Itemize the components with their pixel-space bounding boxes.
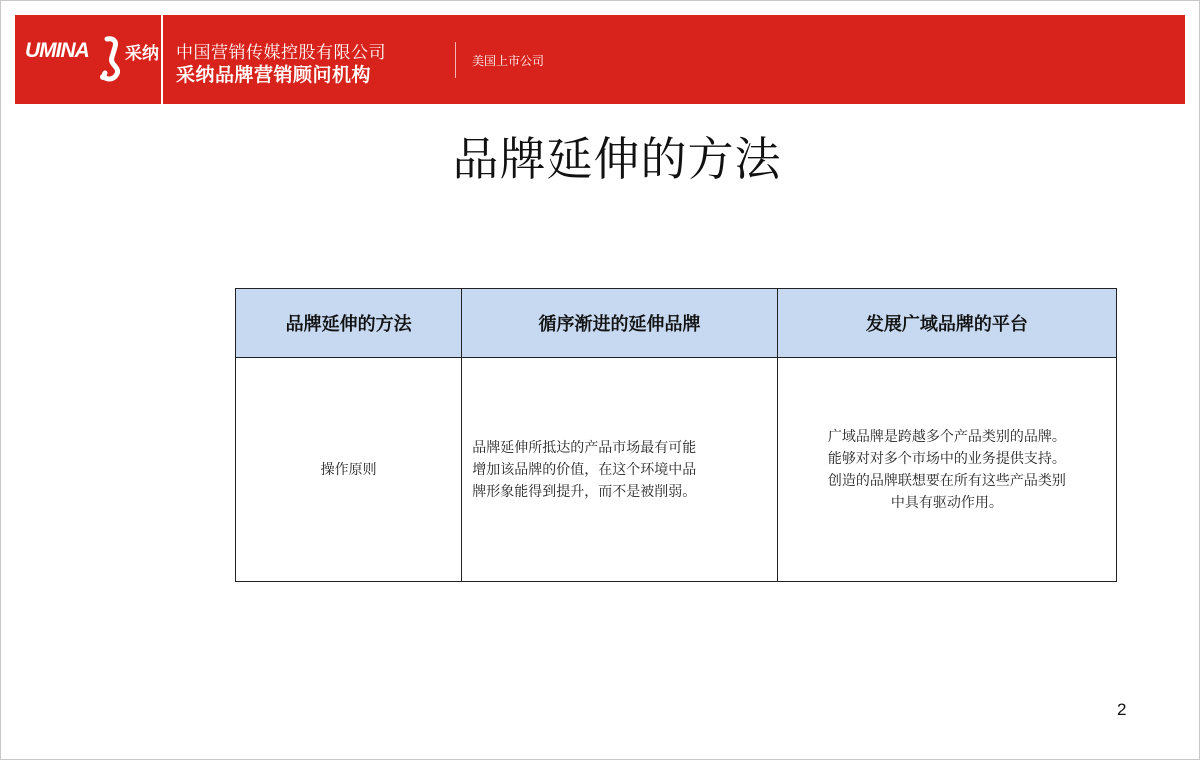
- cell-platform-brand: [777, 358, 1116, 582]
- page-title: 品牌延伸的方法: [452, 132, 782, 186]
- table-header-row: [236, 289, 1117, 358]
- agency-name: 采纳品牌营销顾问机构: [176, 64, 372, 86]
- company-logo: [25, 35, 161, 89]
- logo-chinese-name: 采纳: [125, 44, 159, 64]
- header-separator: [455, 42, 456, 78]
- header-divider: [161, 15, 163, 104]
- text-line: 能够对对多个市场中的业务提供支持。: [827, 450, 1066, 467]
- runner-figure-icon: [93, 35, 127, 87]
- row-label-principle: 操作原则: [236, 358, 462, 582]
- table-header-platform: 发展广域品牌的平台: [777, 289, 1116, 358]
- company-name: 中国营销传媒控股有限公司: [176, 43, 386, 63]
- text-line: 牌形象能得到提升，而不是被削弱。: [472, 483, 697, 500]
- brand-extension-table: [235, 288, 1117, 582]
- text-line: 中具有驱动作用。: [890, 494, 1003, 511]
- table-header-progressive: 循序渐进的延伸品牌: [462, 289, 777, 358]
- page-number: 2: [1117, 700, 1127, 719]
- text-line: 创造的品牌联想要在所有这些产品类别: [827, 472, 1066, 489]
- header-banner: [15, 15, 1185, 104]
- logo-wordmark: UMINA: [25, 39, 89, 62]
- listed-company-label: 美国上市公司: [472, 54, 545, 68]
- table-header-method: 品牌延伸的方法: [236, 289, 462, 358]
- cell-progressive-extension: [462, 358, 777, 582]
- text-line: 品牌延伸所抵达的产品市场最有可能: [472, 439, 697, 456]
- text-line: 广域品牌是跨越多个产品类别的品牌。: [827, 428, 1066, 445]
- text-line: 增加该品牌的价值，在这个环境中品: [472, 461, 697, 478]
- table-row: [236, 358, 1117, 582]
